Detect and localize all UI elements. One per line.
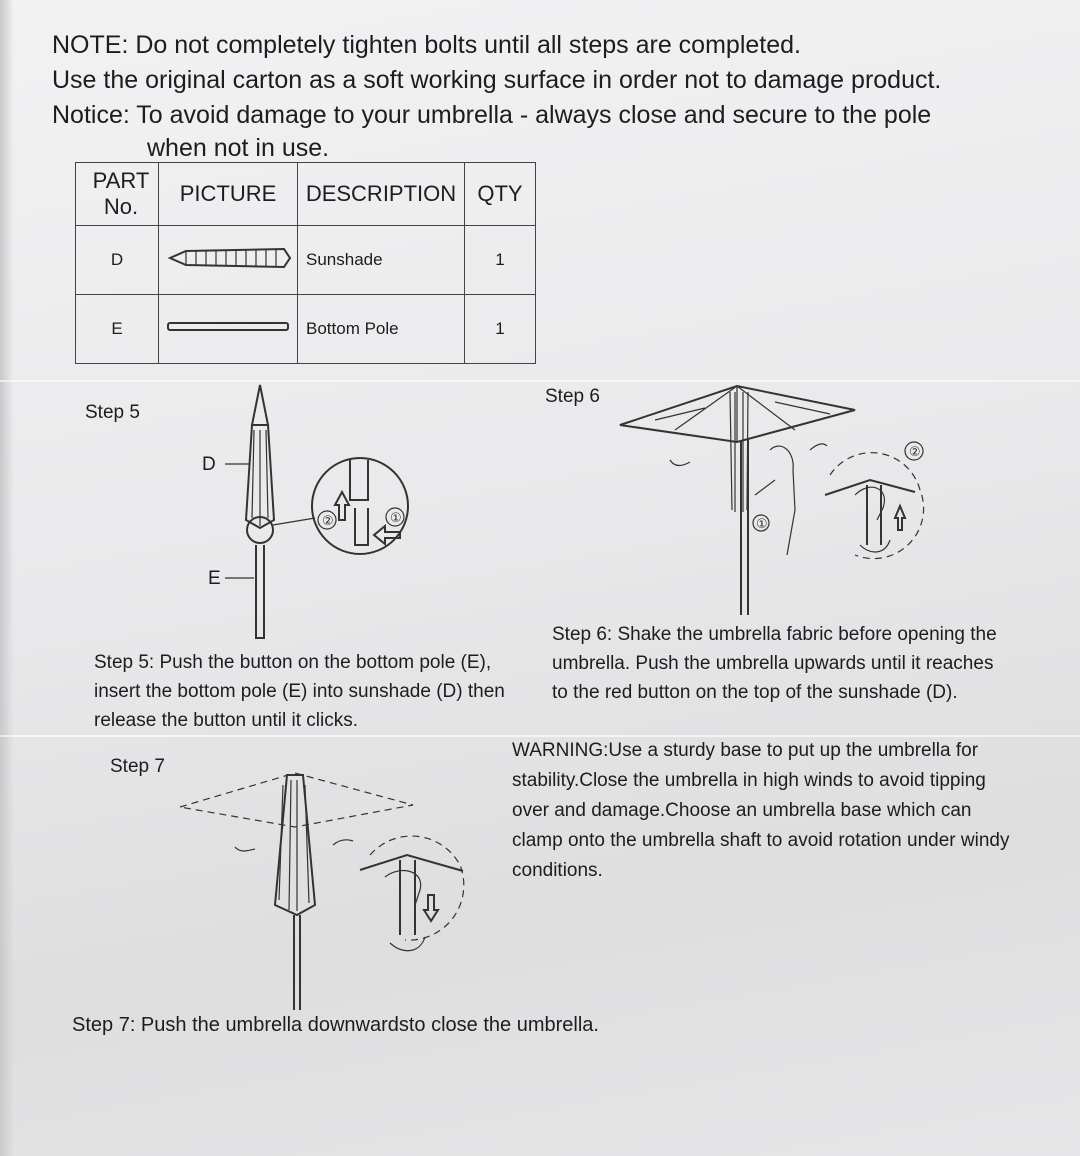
callout-d: D [202, 454, 216, 475]
step7-text: Step 7: Push the umbrella downwardsto close the umbrella. [72, 1014, 599, 1036]
step5-illustration [190, 380, 450, 650]
step6-label: Step 6 [545, 386, 600, 407]
text-line: to the red button on the top of the sunshade (D). [552, 682, 958, 703]
callout-number: ② [909, 445, 921, 460]
part-number: D [76, 226, 159, 295]
table-row [76, 226, 536, 295]
step6-text [552, 620, 997, 707]
callout-number: ② [322, 514, 334, 529]
note-line: when not in use. [147, 134, 330, 162]
callout-number: ① [756, 517, 768, 532]
part-description: Sunshade [298, 226, 465, 295]
step7-illustration [175, 765, 475, 1015]
note-line: Notice: To avoid damage to your umbrella - always close and secure to the pole [52, 101, 932, 129]
text-line: insert the bottom pole (E) into sunshade (D) then [94, 681, 505, 702]
note-line: NOTE: Do not completely tighten bolts until all steps are completed. [52, 31, 801, 59]
note-line: Use the original carton as a soft working surface in order not to damage product. [52, 66, 942, 94]
text-line: stability.Close the umbrella in high winds to avoid tipping [512, 770, 986, 791]
step5-label: Step 5 [85, 402, 140, 423]
text-line: WARNING:Use a sturdy base to put up the umbrella for [512, 740, 979, 761]
callout-number: ① [390, 511, 402, 526]
sunshade-icon [159, 226, 298, 295]
step5-text [94, 648, 505, 735]
text-line: umbrella. Push the umbrella upwards until it reaches [552, 653, 994, 674]
text-line: Step 5: Push the button on the bottom pole (E), [94, 652, 492, 673]
table-header-row [76, 163, 536, 226]
header-part-no: PART No. [76, 163, 159, 226]
text-line: clamp onto the umbrella shaft to avoid rotation under windy [512, 830, 1010, 851]
parts-table [75, 162, 536, 364]
part-qty: 1 [465, 226, 536, 295]
page-edge [0, 0, 14, 1156]
step7-label: Step 7 [110, 756, 165, 777]
table-row [76, 295, 536, 364]
step6-illustration [615, 380, 945, 620]
callout-e: E [208, 568, 221, 589]
part-description: Bottom Pole [298, 295, 465, 364]
text-line: conditions. [512, 860, 603, 881]
part-qty: 1 [465, 295, 536, 364]
part-number: E [76, 295, 159, 364]
text-line: release the button until it clicks. [94, 710, 359, 731]
header-description: DESCRIPTION [298, 163, 465, 226]
header-picture: PICTURE [159, 163, 298, 226]
text-line: Step 6: Shake the umbrella fabric before opening the [552, 624, 997, 645]
header-qty: QTY [465, 163, 536, 226]
warning-text [512, 736, 1009, 886]
text-line: over and damage.Choose an umbrella base which can [512, 800, 972, 821]
notes-block [52, 28, 1032, 163]
bottom-pole-icon [159, 295, 298, 364]
